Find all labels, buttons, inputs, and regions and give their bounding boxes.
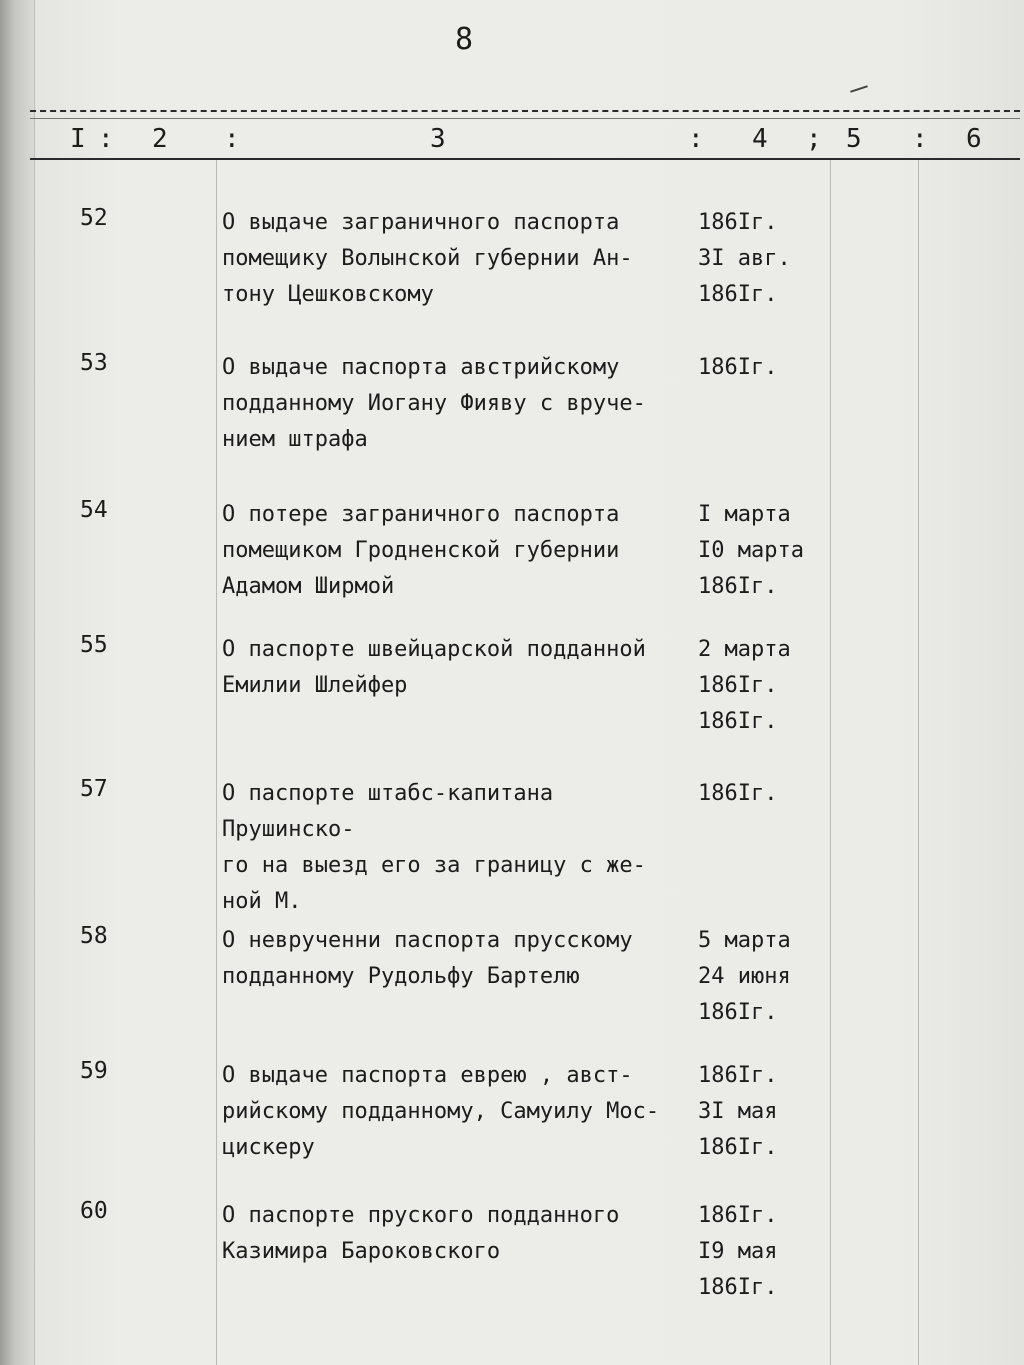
header-col-6: 6 bbox=[966, 124, 982, 154]
row-title: О выдаче заграничного паспорта помещику Волынской губернии Ан- тону Цешковскому bbox=[222, 210, 633, 307]
header-col-5: 5 bbox=[846, 124, 862, 154]
row-title: О неврученни паспорта прусскому подданному Рудольфу Бартелю bbox=[222, 928, 633, 989]
row-date: 5 марта bbox=[698, 928, 791, 953]
row-date: 186Iг. bbox=[698, 709, 778, 734]
row-number: 52 bbox=[80, 205, 108, 231]
row-date: I марта bbox=[698, 502, 791, 527]
row-dates bbox=[698, 776, 828, 812]
header-sep: ; bbox=[806, 124, 822, 154]
row-number: 59 bbox=[80, 1058, 108, 1084]
row-date: 24 июня bbox=[698, 964, 791, 989]
row-title: О паспорте пруского подданного Казимира Бароковского bbox=[222, 1203, 620, 1264]
column-divider bbox=[830, 160, 831, 1365]
header-rule-bottom bbox=[30, 158, 1020, 160]
header-sep: : bbox=[688, 124, 704, 154]
header-col-1: I bbox=[70, 124, 86, 154]
row-dates bbox=[698, 497, 828, 605]
header-col-3: 3 bbox=[430, 124, 446, 154]
row-dates bbox=[698, 923, 828, 1031]
row-dates bbox=[698, 205, 828, 313]
row-date: 186Iг. bbox=[698, 673, 778, 698]
header-sep: : bbox=[224, 124, 240, 154]
page-number: 8 bbox=[455, 22, 474, 57]
row-title: О выдаче паспорта австрийскому подданному Иогану Фияву с вруче- нием штрафа bbox=[222, 355, 646, 452]
row-date: 186Iг. bbox=[698, 781, 778, 806]
row-title: О паспорте швейцарской подданной Емилии Шлейфер bbox=[222, 637, 646, 698]
row-number: 54 bbox=[80, 497, 108, 523]
header-sep: : bbox=[912, 124, 928, 154]
row-date: 186Iг. bbox=[698, 282, 778, 307]
row-number: 57 bbox=[80, 776, 108, 802]
row-dates bbox=[698, 1198, 828, 1306]
row-date: 3I авг. bbox=[698, 246, 791, 271]
row-dates bbox=[698, 632, 828, 740]
row-date: 2 марта bbox=[698, 637, 791, 662]
pen-mark bbox=[850, 85, 868, 92]
row-date: 186Iг. bbox=[698, 210, 778, 235]
binding-spine bbox=[0, 0, 35, 1365]
header-col-4: 4 bbox=[752, 124, 768, 154]
row-date: 3I мая bbox=[698, 1099, 778, 1124]
row-date: 186Iг. bbox=[698, 1063, 778, 1088]
row-number: 60 bbox=[80, 1198, 108, 1224]
row-number: 53 bbox=[80, 350, 108, 376]
header-col-2: 2 bbox=[152, 124, 168, 154]
row-date: 186Iг. bbox=[698, 574, 778, 599]
row-dates bbox=[698, 1058, 828, 1166]
row-number: 55 bbox=[80, 632, 108, 658]
row-date: 186Iг. bbox=[698, 355, 778, 380]
row-title: О потере заграничного паспорта помещиком Гродненской губернии Адамом Ширмой bbox=[222, 502, 620, 599]
header-sep: : bbox=[98, 124, 114, 154]
header-rule-top-thin bbox=[30, 118, 1020, 119]
column-divider bbox=[918, 160, 919, 1365]
header-rule-top bbox=[30, 110, 1020, 112]
column-divider bbox=[216, 160, 217, 1365]
row-title: О паспорте штабс-капитана Прушинско- го на выезд его за границу с же- ной М. bbox=[222, 781, 646, 914]
row-number: 58 bbox=[80, 923, 108, 949]
row-date: I0 марта bbox=[698, 538, 804, 563]
row-date: 186Iг. bbox=[698, 1275, 778, 1300]
row-dates bbox=[698, 350, 828, 386]
row-date: 186Iг. bbox=[698, 1135, 778, 1160]
row-date: 186Iг. bbox=[698, 1000, 778, 1025]
row-date: 186Iг. bbox=[698, 1203, 778, 1228]
row-date: I9 мая bbox=[698, 1239, 778, 1264]
row-title: О выдаче паспорта еврею , авст- рийскому подданному, Самуилу Мос- цискеру bbox=[222, 1063, 660, 1160]
